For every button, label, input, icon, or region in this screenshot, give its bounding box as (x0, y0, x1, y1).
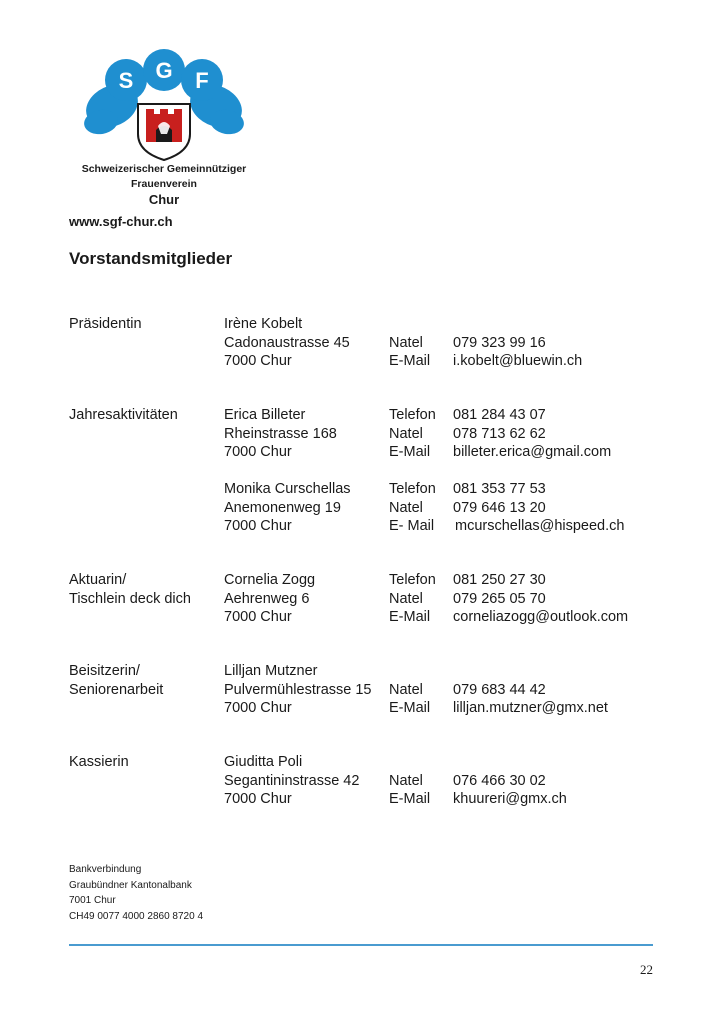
contact-type: E- Mail (389, 518, 435, 534)
contact-values (453, 406, 611, 462)
phone-number[interactable]: 076 466 30 02 (453, 772, 546, 789)
member-name: Lilljan Mutzner (224, 663, 318, 679)
contact-type: E-Mail (389, 700, 431, 716)
role-line: Präsidentin (69, 316, 142, 332)
phone-number[interactable]: 081 250 27 30 (453, 572, 546, 588)
contact-types (389, 406, 436, 462)
org-name-line-3: Chur (148, 192, 180, 207)
org-name-line-1: Schweizerischer Gemeinnütziger (81, 163, 247, 175)
member-name: Cornelia Zogg (224, 572, 316, 588)
contact-type: Natel (389, 772, 423, 789)
page-title: Vorstandsmitglieder (69, 249, 233, 268)
contact-values (453, 315, 582, 371)
role-label (69, 406, 178, 425)
contact-types (389, 662, 430, 718)
member-name: Monika Curschellas (224, 481, 351, 497)
contact-type: E-Mail (389, 444, 431, 460)
contact-type (389, 753, 430, 772)
contact-type: Natel (389, 499, 423, 516)
contact-values (453, 571, 628, 627)
email-link[interactable]: corneliazogg@outlook.com (453, 609, 629, 625)
phone-number[interactable]: 078 713 62 62 (453, 425, 546, 442)
logo-letter-g: G (155, 58, 173, 83)
bank-name: Graubündner Kantonalbank (69, 879, 192, 891)
member-name: Giuditta Poli (224, 754, 303, 770)
member-address (224, 315, 350, 371)
phone-number[interactable]: 079 265 05 70 (453, 590, 546, 607)
member-city: 7000 Chur (224, 518, 292, 534)
member-street: Pulvermühlestrasse 15 (224, 681, 372, 698)
role-line: Aktuarin/ (69, 572, 127, 588)
logo-letter-f: F (195, 68, 209, 93)
sgf-emblem-icon (66, 34, 262, 164)
footer-divider (69, 944, 653, 946)
contact-type: Telefon (389, 572, 436, 588)
email-link[interactable]: mcurschellas@hispeed.ch (455, 518, 625, 534)
role-label (69, 315, 142, 334)
member-address (224, 480, 351, 536)
member-name: Irène Kobelt (224, 316, 303, 332)
org-name-line-2: Frauenverein (131, 178, 197, 190)
member-street: Cadonaustrasse 45 (224, 334, 350, 351)
bank-label: Bankverbindung (69, 864, 142, 875)
member-city: 7000 Chur (224, 444, 292, 460)
bank-city: 7001 Chur (69, 895, 116, 906)
coat-of-arms-icon (138, 104, 190, 160)
role-line: Jahresaktivitäten (69, 407, 178, 423)
sgf-logo (66, 34, 262, 212)
contact-value (453, 753, 567, 772)
email-link[interactable]: billeter.erica@gmail.com (453, 444, 612, 460)
role-line: Beisitzerin/ (69, 663, 140, 679)
member-street: Segantininstrasse 42 (224, 772, 360, 789)
role-line: Tischlein deck dich (69, 590, 191, 607)
contact-type: Telefon (389, 481, 436, 497)
contact-types (389, 480, 436, 536)
phone-number[interactable]: 081 284 43 07 (453, 407, 546, 423)
contact-type: Natel (389, 590, 423, 607)
contact-type: Telefon (389, 407, 436, 423)
bank-details (69, 862, 203, 924)
contact-type: Natel (389, 334, 423, 351)
contact-type: E-Mail (389, 791, 431, 807)
member-city: 7000 Chur (224, 700, 292, 716)
contact-type: E-Mail (389, 353, 431, 369)
page-number: 22 (640, 962, 653, 977)
role-label (69, 571, 191, 608)
member-address (224, 662, 372, 718)
phone-number[interactable]: 079 683 44 42 (453, 681, 546, 698)
contact-types (389, 315, 430, 371)
contact-types (389, 571, 436, 627)
logo-letter-s: S (118, 68, 134, 93)
role-label (69, 753, 129, 772)
contact-values (453, 480, 624, 536)
member-street: Anemonenweg 19 (224, 499, 341, 516)
phone-number[interactable]: 079 323 99 16 (453, 334, 546, 351)
contact-types (389, 753, 430, 809)
contact-type (389, 315, 430, 334)
contact-type: E-Mail (389, 609, 431, 625)
role-line: Seniorenarbeit (69, 681, 164, 698)
role-label (69, 662, 163, 699)
phone-number[interactable]: 079 646 13 20 (453, 499, 546, 516)
phone-number[interactable]: 081 353 77 53 (453, 481, 546, 497)
contact-type: Natel (389, 425, 423, 442)
contact-type (389, 662, 430, 681)
member-name: Erica Billeter (224, 407, 306, 423)
email-link[interactable]: i.kobelt@bluewin.ch (453, 353, 583, 369)
member-address (224, 406, 337, 462)
member-address (224, 571, 315, 627)
member-address (224, 753, 359, 809)
role-line: Kassierin (69, 754, 129, 770)
member-city: 7000 Chur (224, 791, 292, 807)
contact-type: Natel (389, 681, 423, 698)
contact-value (453, 315, 582, 334)
member-city: 7000 Chur (224, 353, 292, 369)
bank-iban: CH49 0077 4000 2860 8720 4 (69, 910, 204, 922)
member-street: Aehrenweg 6 (224, 590, 310, 607)
email-link[interactable]: lilljan.mutzner@gmx.net (453, 700, 608, 716)
website-link[interactable]: www.sgf-chur.ch (69, 214, 173, 229)
contact-value (453, 662, 608, 681)
contact-values (453, 753, 567, 809)
email-link[interactable]: khuureri@gmx.ch (453, 791, 567, 807)
contact-values (453, 662, 608, 718)
member-street: Rheinstrasse 168 (224, 425, 337, 442)
member-city: 7000 Chur (224, 609, 292, 625)
